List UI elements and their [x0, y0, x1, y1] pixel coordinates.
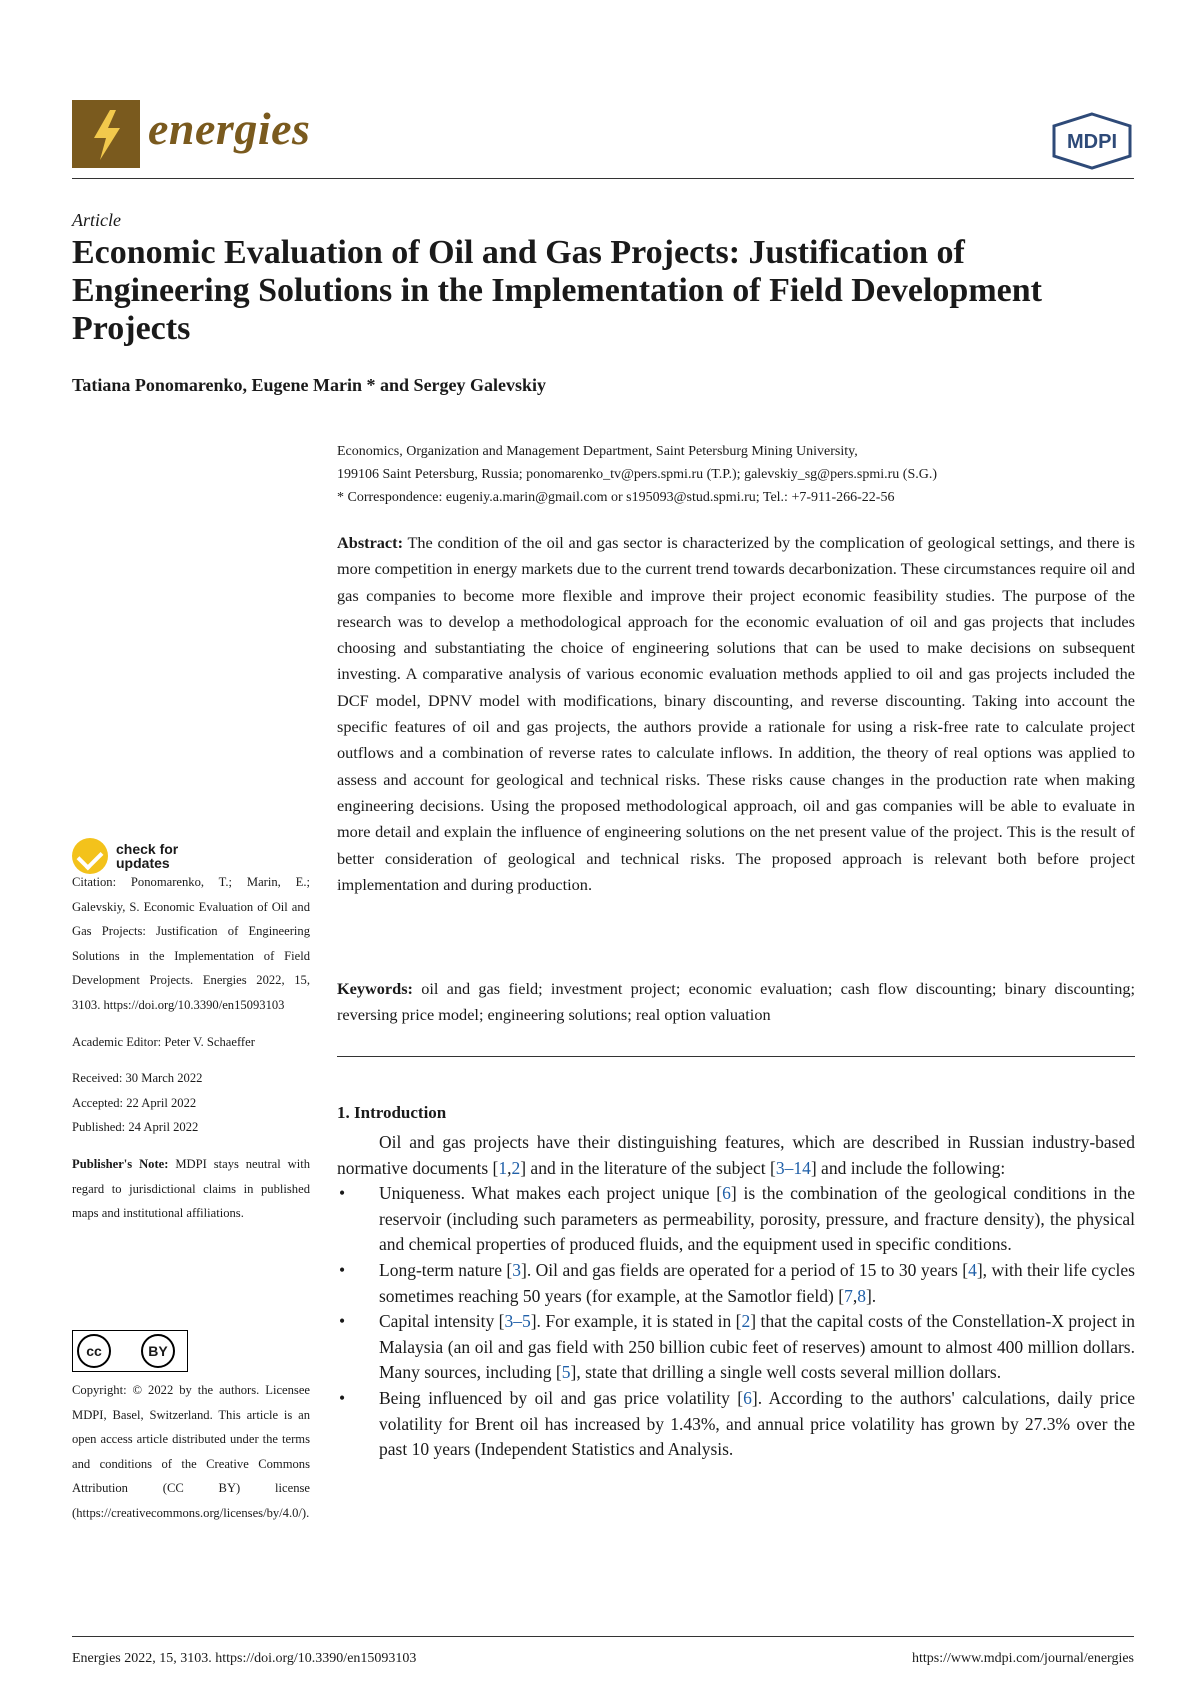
list-item: • Being influenced by oil and gas price volatility [6]. According to the authors' calculations, daily price volatility for Brent oil has increased by 1.43%, and annual price volatility has grown by 27.3% over the past 10 years (Independent Statistics and Analysis.	[337, 1386, 1135, 1463]
citation-link[interactable]: 6	[743, 1387, 752, 1408]
article-title: Economic Evaluation of Oil and Gas Projects: Justification of Engineering Solutions in the Implementation of Field Development Projects	[72, 234, 1042, 347]
copyright-notice: Copyright: © 2022 by the authors. Licensee MDPI, Basel, Switzerland. This article is an open access article distributed under the terms and conditions of the Creative Commons Attribution (CC BY) license (https://creativecommons.org/licenses/by/4.0/).	[72, 1383, 310, 1520]
lightning-icon	[72, 100, 140, 168]
citation-link[interactable]: 2	[511, 1157, 521, 1178]
publisher-logo-text: MDPI	[1067, 131, 1117, 153]
section-heading: 1. Introduction	[337, 1103, 447, 1122]
cc-icon: cc	[77, 1334, 111, 1368]
check-for-updates-badge[interactable]	[72, 838, 186, 874]
journal-name: energies	[148, 103, 311, 154]
received-date: Received: 30 March 2022	[72, 1071, 203, 1086]
citation-link[interactable]: 7	[844, 1285, 853, 1306]
citation-link[interactable]: 3–14	[775, 1157, 811, 1178]
footer-citation: Energies 2022, 15, 3103. https://doi.org/10.3390/en15093103	[72, 1651, 417, 1666]
body-text	[337, 1130, 1135, 1463]
citation-link[interactable]: 8	[857, 1285, 866, 1306]
citation-link[interactable]: 3	[512, 1259, 522, 1280]
citation-link[interactable]: 2	[741, 1311, 751, 1332]
section-divider	[337, 1056, 1135, 1057]
affiliations	[337, 440, 1137, 509]
abstract	[337, 530, 1135, 898]
cc-license-badge[interactable]	[72, 1330, 188, 1372]
sidebar	[72, 870, 310, 1238]
citation-link[interactable]: 4	[968, 1259, 977, 1280]
check-updates-label: check for updates	[116, 841, 179, 871]
keywords	[337, 976, 1135, 1028]
list-item: • Capital intensity [3–5]. For example, it is stated in [2] that the capital costs of the Constellation-X project in Malaysia (an oil and gas field with 250 billion cubic feet of reserves) amount to almost 400 million dollars. Many sources, including [5], state that drilling a single well costs several million dollars.	[337, 1309, 1135, 1386]
authors: Tatiana Ponomarenko, Eugene Marin * and Sergey Galevskiy	[72, 375, 547, 395]
published-date: Published: 24 April 2022	[72, 1120, 199, 1135]
affiliation-line: Economics, Organization and Management Department, Saint Petersburg Mining University,	[337, 444, 858, 459]
citation-block: Citation: Ponomarenko, T.; Marin, E.; Galevskiy, S. Economic Evaluation of Oil and Gas Projects: Justification of Engineering Solutions in the Implementation of Field Development Projects. Energies 2022, 15, 3103. https://doi.org/10.3390/en15093103	[72, 875, 310, 1012]
keywords-label: Keywords:	[337, 979, 413, 998]
academic-editor: Academic Editor: Peter V. Schaeffer	[72, 1034, 255, 1049]
bullet-list	[337, 1181, 1135, 1463]
keywords-text: oil and gas field; investment project; economic evaluation; cash flow discounting; binary discounting; reversing price model; engineering solutions; real option valuation	[337, 979, 1136, 1024]
dates	[72, 1066, 310, 1140]
citation-link[interactable]: 1	[498, 1157, 508, 1178]
header-divider	[72, 178, 1134, 179]
abstract-text: The condition of the oil and gas sector is characterized by the complication of geological settings, and there is more competition in energy markets due to the current trend towards decarbonization. These circumstances require oil and gas companies to become more flexible and improve their project economic feasibility studies. The purpose of the research was to develop a methodological approach for the economic evaluation of oil and gas projects that includes choosing and substantiating the choice of engineering solutions that can be used to make decisions on subsequent investing. A comparative analysis of various economic evaluation methods applied to oil and gas projects included the DCF model, DPNV model with modifications, binary discounting, and reverse discounting. Taking into account the specific features of oil and gas projects, the authors provide a rationale for using a risk-free rate to calculate project outflows and a combination of reverse rates to calculate inflows. In addition, the theory of real options was applied to assess and account for geological and technical risks. These risks cause changes in the production rate when making engineering decisions. Using the proposed methodological approach, oil and gas companies will be able to evaluate in more detail and explain the influence of engineering solutions on the net present value of the project. This is the result of better consideration of geological and technical risks. The proposed approach is relevant both before project implementation and during production.	[337, 533, 1135, 894]
correspondence: * Correspondence: eugeniy.a.marin@gmail.com or s195093@stud.spmi.ru; Tel.: +7-911-266-22-56	[337, 490, 895, 505]
accepted-date: Accepted: 22 April 2022	[72, 1095, 197, 1110]
footer-divider	[72, 1636, 1134, 1637]
citation-link[interactable]: 3–5	[504, 1311, 531, 1332]
mdpi-logo	[1050, 112, 1134, 170]
footer-journal-url[interactable]: https://www.mdpi.com/journal/energies	[911, 1651, 1134, 1666]
citation-link[interactable]: 6	[722, 1183, 731, 1204]
article-type: Article	[72, 210, 121, 230]
abstract-label: Abstract:	[337, 533, 404, 552]
by-icon: BY	[141, 1334, 175, 1368]
paragraph: Oil and gas projects have their distinguishing features, which are described in Russian industry-based normative documents [1,2] and in the literature of the subject [3–14] and include the following:	[337, 1132, 1135, 1178]
journal-logo	[72, 100, 140, 168]
citation-link[interactable]: 5	[561, 1362, 571, 1383]
list-item: • Long-term nature [3]. Oil and gas fields are operated for a period of 15 to 30 years [4], with their life cycles sometimes reaching 50 years (for example, at the Samotlor field) [7,8].	[337, 1258, 1135, 1309]
list-item: • Uniqueness. What makes each project unique [6] is the combination of the geological conditions in the reservoir (including such parameters as permeability, porosity, pressure, and fracture density), the physical and chemical properties of produced fluids, and the equipment used in specific conditions.	[337, 1181, 1135, 1258]
affiliation-line: 199106 Saint Petersburg, Russia; ponomarenko_tv@pers.spmi.ru (T.P.); galevskiy_sg@pers.spmi.ru (S.G.)	[337, 467, 937, 482]
publishers-note: Publisher's Note: MDPI stays neutral with regard to jurisdictional claims in published maps and institutional affiliations.	[72, 1156, 310, 1221]
check-icon	[72, 838, 108, 874]
